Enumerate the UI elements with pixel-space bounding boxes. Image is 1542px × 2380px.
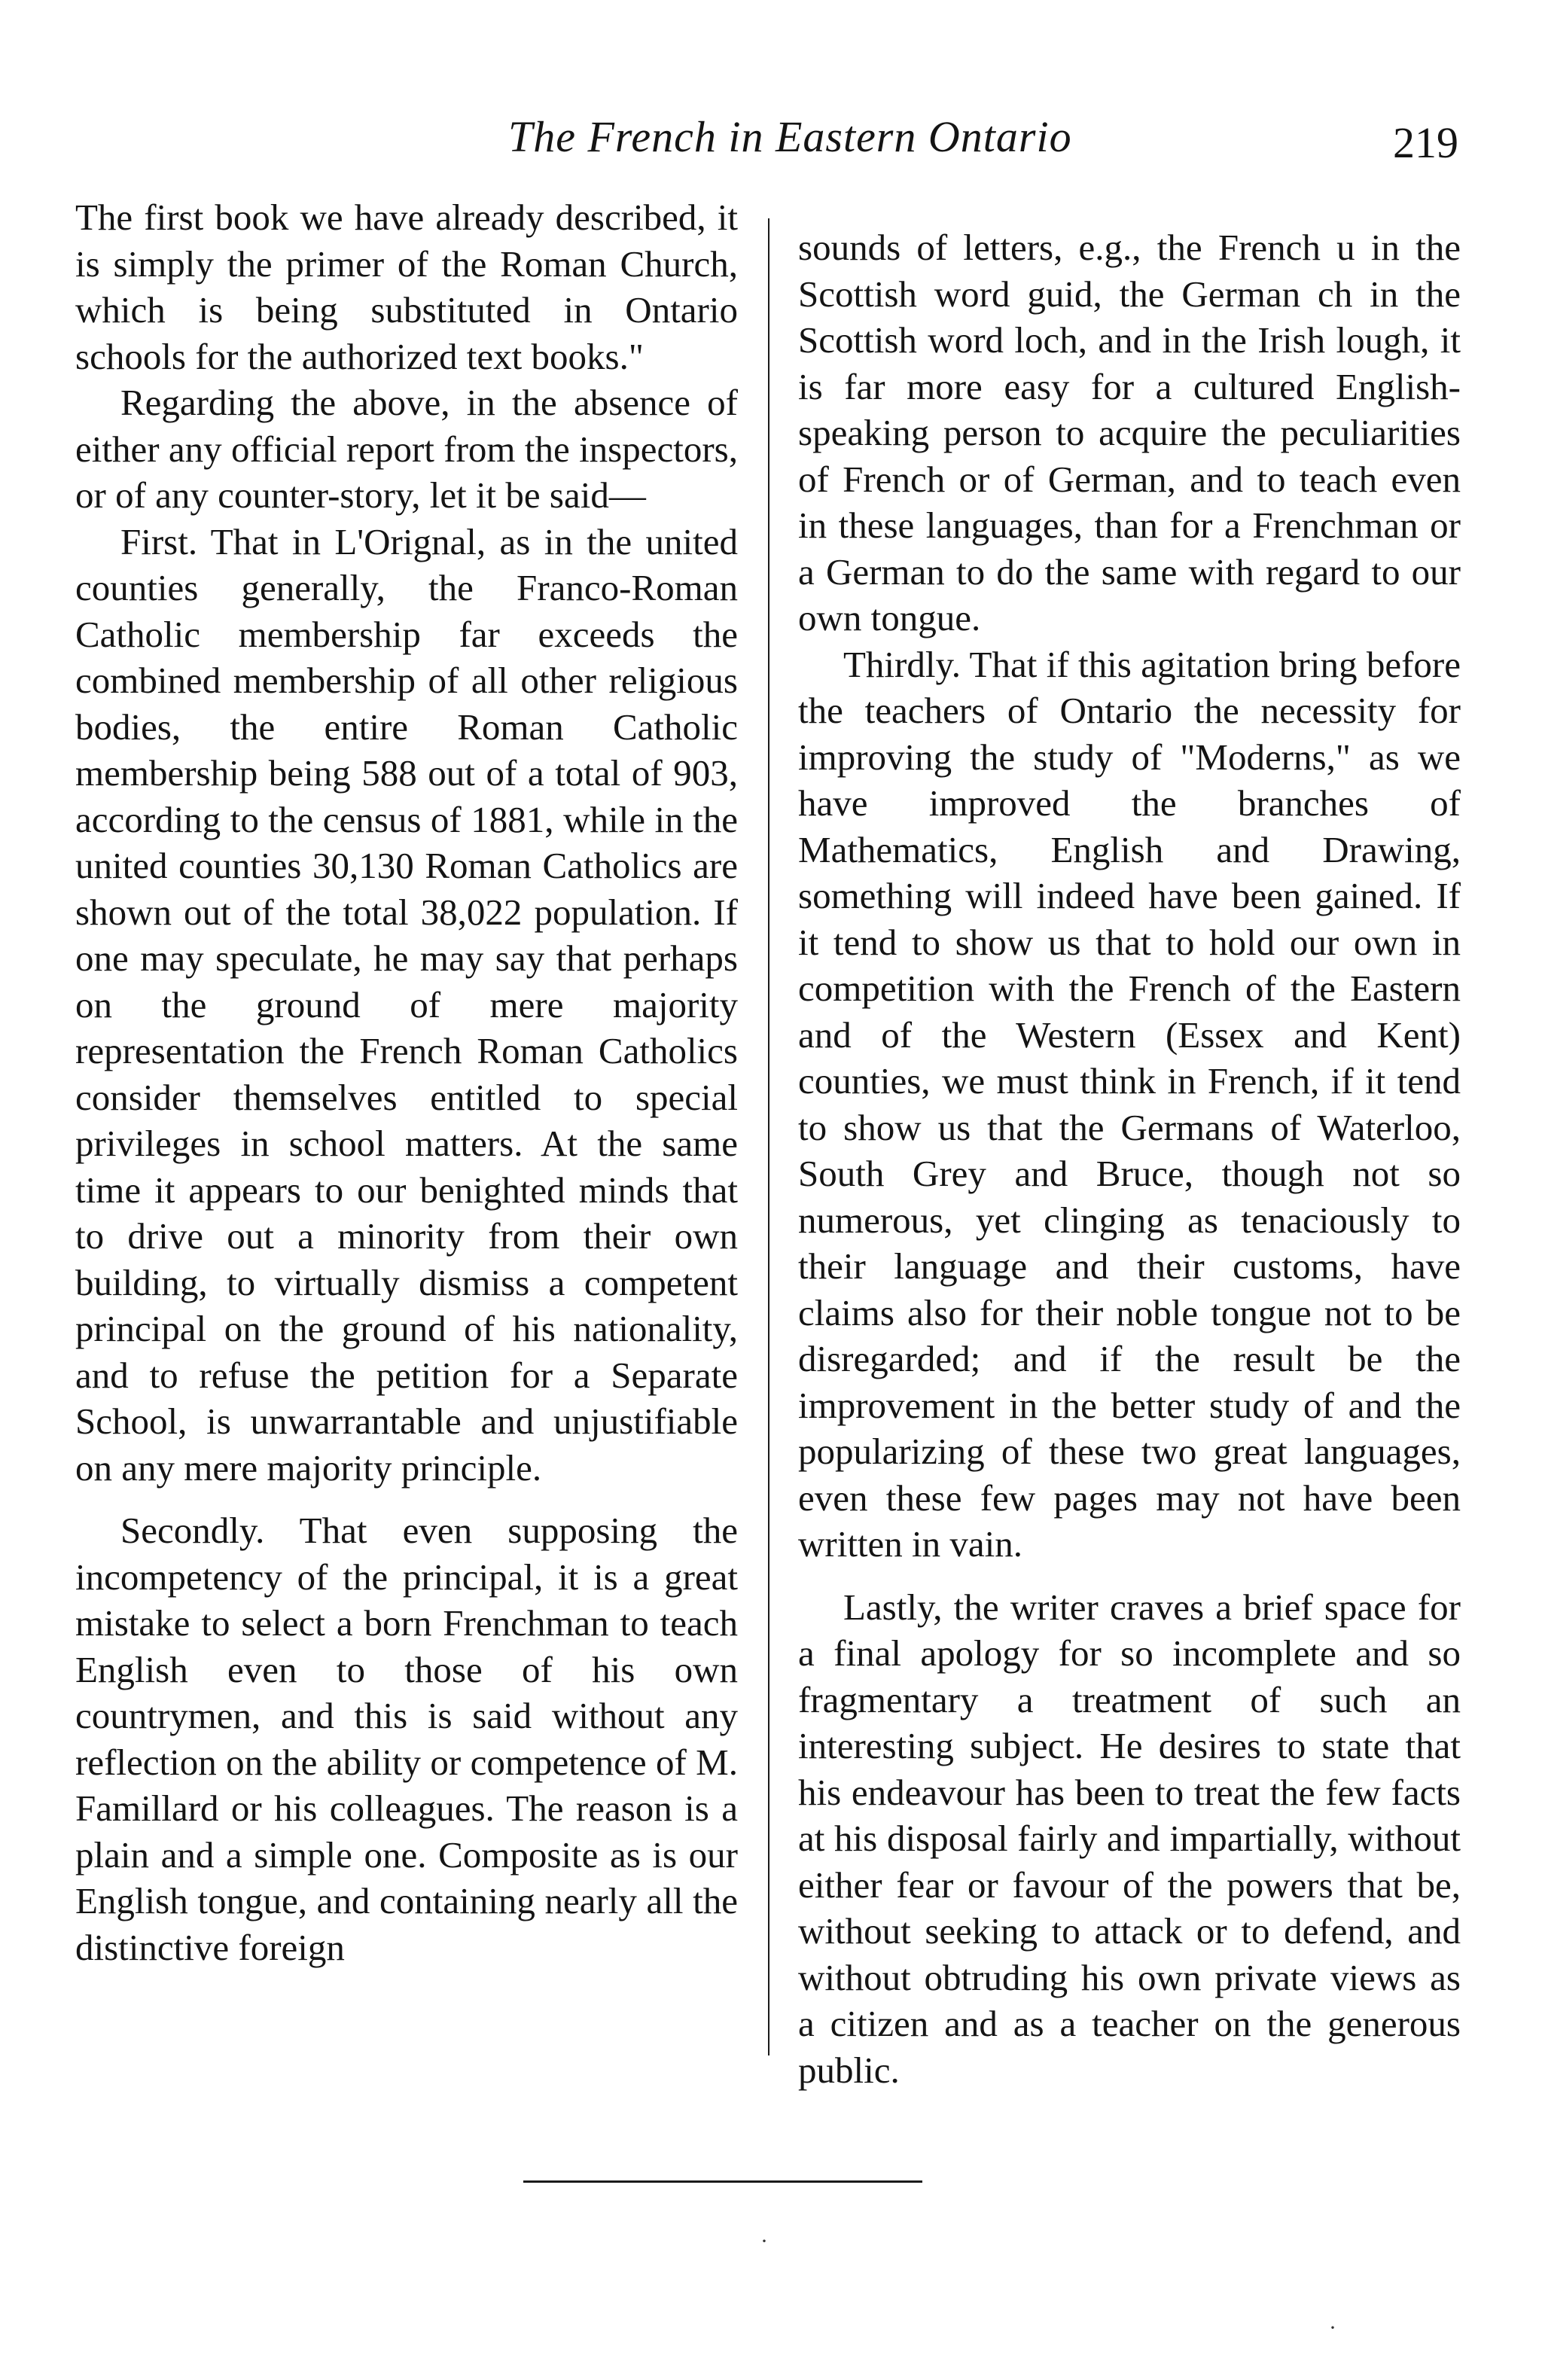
page-number: 219 bbox=[1393, 118, 1458, 167]
right-column bbox=[798, 224, 1461, 2093]
ink-speck: · bbox=[1329, 2315, 1336, 2340]
end-rule bbox=[523, 2180, 922, 2183]
ink-speck: · bbox=[760, 2229, 768, 2254]
running-title: The French in Eastern Ontario bbox=[508, 112, 1072, 161]
running-head bbox=[0, 111, 1542, 172]
paragraph-secondly: Secondly. That even supposing the incompetency of the principal, it is a great mistake to select a born Frenchman to teach English even to those of his own countrymen, and this is said without any reflection on the ability or competence of M. Famillard or his colleagues. The reason is a plain and a simple one. Composite as is our English tongue, and containing nearly all the distinctive foreign bbox=[75, 1510, 738, 1968]
paragraph-first-book: The first book we have already described, it is simply the primer of the Roman Church, which is being substituted in Ontario schools for the authorized text books." bbox=[75, 197, 738, 377]
paragraph-first: First. That in L'Orignal, as in the united counties generally, the Franco-Roman Catholic membership far exceeds the combined membership of all other religious bodies, the entire Roman Catholic membership being 588 out of a total of 903, according to the census of 1881, while in the united counties 30,130 Roman Catholics are shown out of the total 38,022 population. If one may speculate, he may say that perhaps on the ground of mere majority representation the French Roman Catholics consider themselves entitled to special privileges in school matters. At the same time it appears to our benighted minds that to drive out a minority from their own building, to virtually dismiss a competent principal on the ground of his nationality, and to refuse the petition for a Separate School, is unwarrantable and unjustifiable on any mere majority principle. bbox=[75, 520, 738, 1489]
paragraph-regarding: Regarding the above, in the absence of either any official report from the inspectors, or of any counter-story, let it be said— bbox=[75, 382, 738, 516]
paragraph-thirdly: Thirdly. That if this agitation bring before the teachers of Ontario the necessity for improving the study of "Moderns," as we have improved the branches of Mathematics, English and Drawing, something will indeed have been gained. If it tend to show us that to hold our own in competition with the French of the Eastern and of the Western (Essex and Kent) counties, we must think in French, if it tend to show us that the Germans of Waterloo, South Grey and Bruce, though not so numerous, yet clinging as tenaciously to their language and their customs, have claims also for their noble tongue not to be disregarded; and if the result be the improvement in the better study of and the popularizing of these two great languages, even these few pages may not have been written in vain. bbox=[798, 643, 1461, 1565]
column-divider bbox=[768, 218, 769, 2055]
paragraph-continuation: sounds of letters, e.g., the French u in the Scottish word guid, the German ch in the Scottish word loch, and in the Irish lough, it is far more easy for a cultured English-speaking person to acquire the peculiarities of French or of German, and to teach even in these languages, than for a Frenchman or a German to do the same with regard to our own tongue. bbox=[798, 227, 1461, 638]
paragraph-lastly: Lastly, the writer craves a brief space for a final apology for so incomplete and so fragmentary a treatment of such an interesting subject. He desires to state that his endeavour has been to treat the few facts at his disposal fairly and impartially, without either fear or favour of the powers that be, without seeking to attack or to defend, and without obtruding his own private views as a citizen and as a teacher on the generous public. bbox=[798, 1586, 1461, 2091]
left-column bbox=[75, 194, 738, 1970]
